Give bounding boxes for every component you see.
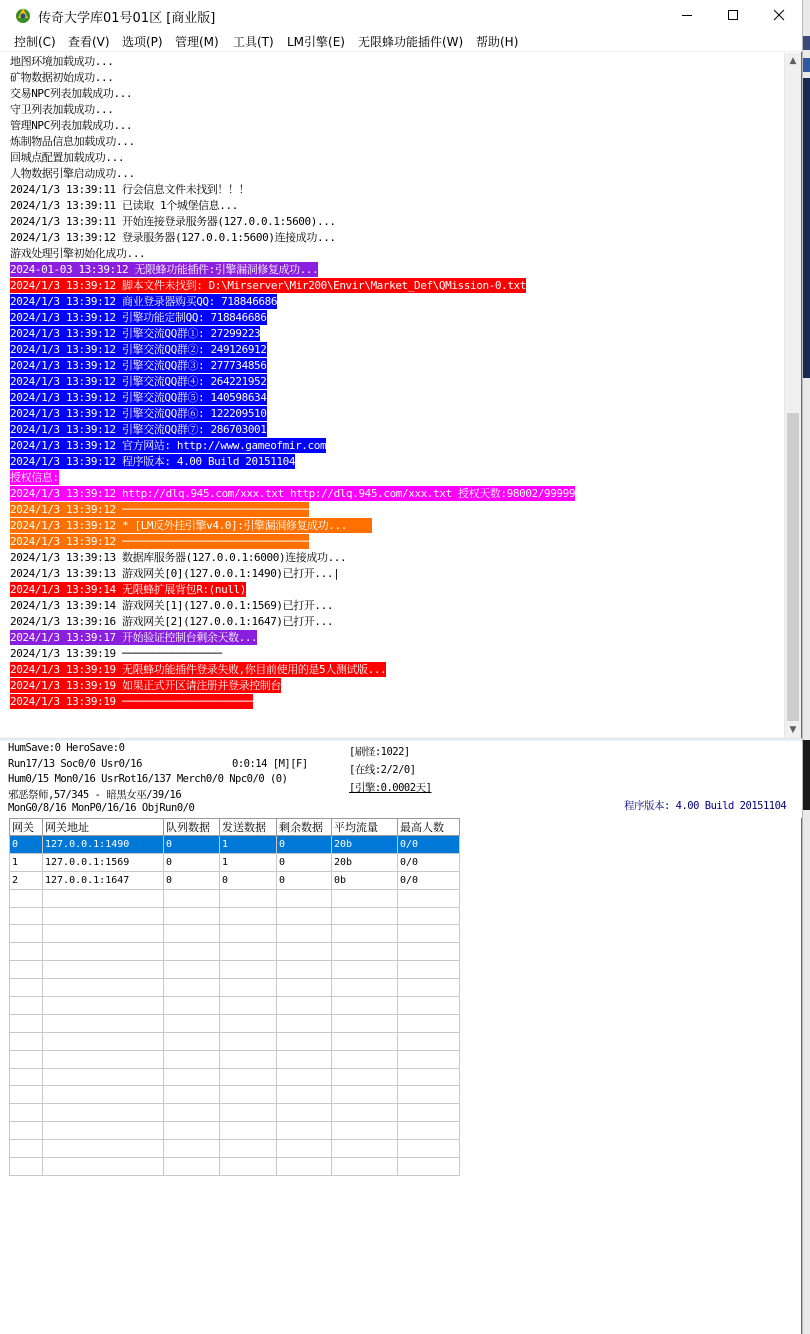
- grid-cell[interactable]: [220, 1068, 277, 1086]
- grid-cell[interactable]: [164, 979, 220, 997]
- grid-cell[interactable]: [332, 1014, 398, 1032]
- grid-cell[interactable]: 1: [10, 853, 43, 871]
- grid-cell[interactable]: 0/0: [398, 853, 460, 871]
- log-line: 授权信息:: [10, 471, 59, 484]
- log-line: 回城点配置加载成功...: [10, 151, 125, 164]
- grid-cell[interactable]: [277, 907, 332, 925]
- log-line: 2024/1/3 13:39:12 引擎交流QQ群①: 27299223: [10, 327, 261, 340]
- grid-row[interactable]: [10, 1140, 460, 1158]
- menu-manage[interactable]: 管理(M): [175, 35, 219, 49]
- menu-control[interactable]: 控制(C): [14, 35, 56, 49]
- grid-cell[interactable]: [398, 1050, 460, 1068]
- grid-row[interactable]: [10, 961, 460, 979]
- grid-cell[interactable]: [164, 961, 220, 979]
- grid-cell[interactable]: [10, 1068, 43, 1086]
- grid-header[interactable]: 网关地址: [43, 819, 164, 836]
- grid-cell[interactable]: 0: [164, 871, 220, 889]
- grid-cell[interactable]: [220, 961, 277, 979]
- grid-row[interactable]: [10, 853, 460, 871]
- log-line: 炼制物品信息加载成功...: [10, 135, 135, 148]
- grid-cell[interactable]: [332, 925, 398, 943]
- grid-header[interactable]: 平均流量: [332, 819, 398, 836]
- menu-wuxianfeng-plugin[interactable]: 无限蜂功能插件(W): [358, 35, 464, 49]
- grid-cell[interactable]: [43, 943, 164, 961]
- grid-cell[interactable]: [164, 1140, 220, 1158]
- log-line: 2024/1/3 13:39:12 官方网站: http://www.gameofmir.com: [10, 439, 327, 452]
- log-line: 交易NPC列表加载成功...: [10, 87, 133, 100]
- status-online: [在线:2/2/0]: [349, 764, 416, 776]
- grid-cell[interactable]: [43, 979, 164, 997]
- status-engine-days[interactable]: [引擎:0.0002天]: [349, 782, 432, 794]
- status-version: 程序版本: 4.00 Build 20151104: [624, 800, 787, 812]
- log-line: 2024/1/3 13:39:12 引擎功能定制QQ: 718846686: [10, 311, 267, 324]
- menu-bar: [0, 30, 802, 52]
- status-run: Run17/13 Soc0/0 Usr0/16: [8, 758, 142, 770]
- grid-row[interactable]: [10, 1122, 460, 1140]
- grid-cell[interactable]: [220, 997, 277, 1015]
- grid-cell[interactable]: [164, 1086, 220, 1104]
- grid-cell[interactable]: [220, 1122, 277, 1140]
- grid-cell[interactable]: [43, 1122, 164, 1140]
- grid-cell[interactable]: [277, 1032, 332, 1050]
- window-title: 传奇大学库01号01区 [商业版]: [38, 11, 216, 26]
- grid-cell[interactable]: [332, 943, 398, 961]
- grid-cell[interactable]: [43, 1032, 164, 1050]
- minimize-button[interactable]: [664, 0, 710, 30]
- grid-row[interactable]: [10, 871, 460, 889]
- desktop-window-fragment: [803, 78, 810, 378]
- grid-cell[interactable]: [220, 1158, 277, 1176]
- grid-cell[interactable]: [10, 1032, 43, 1050]
- grid-cell[interactable]: [164, 889, 220, 907]
- grid-header[interactable]: 最高人数: [398, 819, 460, 836]
- log-line: 2024/1/3 13:39:14 无限蜂扩展背包R:(null): [10, 583, 246, 596]
- grid-cell[interactable]: [43, 1140, 164, 1158]
- grid-row[interactable]: [10, 979, 460, 997]
- grid-cell[interactable]: [277, 1050, 332, 1068]
- log-line: 2024/1/3 13:39:12 登录服务器(127.0.0.1:5600)连接成功...: [10, 231, 336, 244]
- scroll-thumb[interactable]: [787, 413, 799, 721]
- grid-cell[interactable]: [10, 1104, 43, 1122]
- grid-cell[interactable]: [43, 1068, 164, 1086]
- grid-header[interactable]: 队列数据: [164, 819, 220, 836]
- grid-cell[interactable]: [220, 1140, 277, 1158]
- grid-cell[interactable]: [332, 997, 398, 1015]
- grid-cell[interactable]: 0: [10, 836, 43, 854]
- log-line: 2024/1/3 13:39:12 引擎交流QQ群②: 249126912: [10, 343, 267, 356]
- grid-cell[interactable]: [398, 889, 460, 907]
- grid-cell[interactable]: [10, 889, 43, 907]
- grid-cell[interactable]: [332, 1122, 398, 1140]
- log-line: 2024/1/3 13:39:12 脚本文件未找到: D:\Mirserver\Mir200\Envir\Market_Def\QMission-0.txt: [10, 279, 527, 292]
- grid-cell[interactable]: [332, 907, 398, 925]
- grid-cell[interactable]: [164, 1122, 220, 1140]
- grid-cell[interactable]: [220, 1014, 277, 1032]
- grid-cell[interactable]: [220, 889, 277, 907]
- menu-tools[interactable]: 工具(T): [233, 35, 274, 49]
- grid-cell[interactable]: [10, 925, 43, 943]
- grid-cell[interactable]: [277, 943, 332, 961]
- log-line: 游戏处理引擎初始化成功...: [10, 247, 146, 260]
- grid-cell[interactable]: [277, 997, 332, 1015]
- log-line: 2024/1/3 13:39:14 游戏网关[1](127.0.0.1:1569)已打开...: [10, 599, 334, 612]
- grid-cell[interactable]: [277, 1122, 332, 1140]
- grid-cell[interactable]: 20b: [332, 836, 398, 854]
- menu-options[interactable]: 选项(P): [122, 35, 163, 49]
- log-line: 2024/1/3 13:39:19 ─────────────────────: [10, 695, 253, 708]
- grid-cell[interactable]: [43, 889, 164, 907]
- status-mon-groups: MonG0/8/16 MonP0/16/16 ObjRun0/0: [8, 802, 195, 814]
- scroll-up-icon[interactable]: ▲: [789, 56, 797, 66]
- grid-cell[interactable]: [332, 1104, 398, 1122]
- gateway-grid[interactable]: [9, 818, 460, 1176]
- status-timer: 0:0:14 [M][F]: [232, 758, 308, 770]
- log-line: 守卫列表加载成功...: [10, 103, 114, 116]
- grid-cell[interactable]: [277, 1140, 332, 1158]
- log-line: 2024/1/3 13:39:12 引擎交流QQ群⑥: 122209510: [10, 407, 267, 420]
- status-counts: Hum0/15 Mon0/16 UsrRot16/137 Merch0/0 Npc0/0 (0): [8, 773, 288, 785]
- menu-help[interactable]: 帮助(H): [476, 35, 519, 49]
- log-line: 2024/1/3 13:39:12 引擎交流QQ群④: 264221952: [10, 375, 267, 388]
- log-line: 2024/1/3 13:39:16 游戏网关[2](127.0.0.1:1647)已打开...: [10, 615, 334, 628]
- status-refresh: [刷怪:1022]: [349, 746, 410, 758]
- log-line: 管理NPC列表加载成功...: [10, 119, 133, 132]
- grid-row[interactable]: [10, 1086, 460, 1104]
- grid-cell[interactable]: [43, 997, 164, 1015]
- close-icon: [773, 9, 785, 21]
- grid-cell[interactable]: [277, 925, 332, 943]
- log-scrollbar[interactable]: [784, 53, 801, 738]
- log-line: 2024/1/3 13:39:12 引擎交流QQ群③: 277734856: [10, 359, 267, 372]
- log-line: 2024/1/3 13:39:11 已读取 1个城堡信息...: [10, 199, 238, 212]
- grid-cell[interactable]: [10, 1014, 43, 1032]
- grid-cell[interactable]: 0/0: [398, 871, 460, 889]
- grid-cell[interactable]: [10, 1086, 43, 1104]
- grid-cell[interactable]: [10, 1050, 43, 1068]
- grid-cell[interactable]: [277, 1086, 332, 1104]
- grid-cell[interactable]: [220, 1086, 277, 1104]
- grid-row[interactable]: [10, 889, 460, 907]
- grid-cell[interactable]: [43, 1158, 164, 1176]
- log-line: 2024-01-03 13:39:12 无限蜂功能插件:引擎漏洞修复成功...: [10, 263, 319, 276]
- grid-cell[interactable]: [43, 1014, 164, 1032]
- grid-cell[interactable]: [277, 889, 332, 907]
- grid-cell[interactable]: [398, 1158, 460, 1176]
- grid-cell[interactable]: [398, 1068, 460, 1086]
- grid-cell[interactable]: [10, 961, 43, 979]
- grid-cell[interactable]: [332, 1086, 398, 1104]
- grid-cell[interactable]: [10, 943, 43, 961]
- grid-cell[interactable]: [398, 979, 460, 997]
- grid-cell[interactable]: [164, 1032, 220, 1050]
- log-line: 2024/1/3 13:39:19 无限蜂功能插件登录失败,你目前使用的是5人测试版...: [10, 663, 387, 676]
- grid-cell[interactable]: [43, 1086, 164, 1104]
- grid-cell[interactable]: [220, 979, 277, 997]
- title-bar[interactable]: [0, 0, 802, 30]
- grid-cell[interactable]: [398, 1086, 460, 1104]
- grid-cell[interactable]: [10, 1122, 43, 1140]
- grid-cell[interactable]: [332, 961, 398, 979]
- grid-cell[interactable]: [164, 907, 220, 925]
- grid-cell[interactable]: 127.0.0.1:1569: [43, 853, 164, 871]
- grid-cell[interactable]: [332, 1032, 398, 1050]
- grid-cell[interactable]: [332, 1068, 398, 1086]
- grid-cell[interactable]: [277, 1158, 332, 1176]
- grid-cell[interactable]: [398, 1014, 460, 1032]
- grid-cell[interactable]: [164, 1050, 220, 1068]
- grid-cell[interactable]: [220, 1104, 277, 1122]
- grid-cell[interactable]: [164, 1068, 220, 1086]
- maximize-button[interactable]: [710, 0, 756, 30]
- log-line: 矿物数据初始成功...: [10, 71, 114, 84]
- grid-cell[interactable]: [164, 925, 220, 943]
- grid-cell[interactable]: [332, 889, 398, 907]
- app-logo-icon: [14, 6, 32, 24]
- grid-row[interactable]: [10, 997, 460, 1015]
- grid-cell[interactable]: 0: [277, 871, 332, 889]
- grid-cell[interactable]: 0b: [332, 871, 398, 889]
- grid-cell[interactable]: [43, 907, 164, 925]
- grid-cell[interactable]: [220, 925, 277, 943]
- grid-cell[interactable]: 0: [277, 853, 332, 871]
- grid-cell[interactable]: [277, 1068, 332, 1086]
- log-line: 人物数据引擎启动成功...: [10, 167, 135, 180]
- grid-cell[interactable]: 1: [220, 853, 277, 871]
- grid-cell[interactable]: [10, 979, 43, 997]
- log-line: 2024/1/3 13:39:12 ──────────────────────────────: [10, 535, 309, 548]
- grid-cell[interactable]: [277, 979, 332, 997]
- grid-header[interactable]: 发送数据: [220, 819, 277, 836]
- grid-cell[interactable]: 0: [164, 836, 220, 854]
- grid-cell[interactable]: [332, 1158, 398, 1176]
- log-line: 2024/1/3 13:39:12 程序版本: 4.00 Build 20151104: [10, 455, 296, 468]
- grid-cell[interactable]: [220, 1032, 277, 1050]
- grid-header-row: [10, 819, 460, 836]
- grid-cell[interactable]: [277, 961, 332, 979]
- maximize-icon: [727, 9, 739, 21]
- grid-row[interactable]: [10, 1068, 460, 1086]
- log-line: 2024/1/3 13:39:13 数据库服务器(127.0.0.1:6000)连接成功...: [10, 551, 347, 564]
- grid-cell[interactable]: 127.0.0.1:1647: [43, 871, 164, 889]
- log-line: 2024/1/3 13:39:12 引擎交流QQ群⑤: 140598634: [10, 391, 267, 404]
- grid-cell[interactable]: [277, 1104, 332, 1122]
- desktop-window-fragment: [803, 740, 810, 810]
- grid-cell[interactable]: 1: [220, 836, 277, 854]
- log-line: 2024/1/3 13:39:11 开始连接登录服务器(127.0.0.1:5600)...: [10, 215, 336, 228]
- grid-cell[interactable]: [43, 925, 164, 943]
- grid-cell[interactable]: [398, 1140, 460, 1158]
- grid-cell[interactable]: [398, 907, 460, 925]
- desktop-window-fragment: [803, 36, 810, 50]
- menu-view[interactable]: 查看(V): [68, 35, 110, 49]
- status-monster: 邪恶祭师,57/345 - 暗黑女巫/39/16: [8, 789, 182, 801]
- grid-row[interactable]: [10, 925, 460, 943]
- grid-cell[interactable]: [332, 1050, 398, 1068]
- grid-cell[interactable]: [277, 1014, 332, 1032]
- grid-row[interactable]: [10, 1050, 460, 1068]
- log-line: 2024/1/3 13:39:17 开始验证控制台剩余天数...: [10, 631, 258, 644]
- grid-cell[interactable]: [164, 1014, 220, 1032]
- grid-row[interactable]: [10, 943, 460, 961]
- grid-row[interactable]: [10, 1158, 460, 1176]
- log-line: 2024/1/3 13:39:12 商业登录器购买QQ: 718846686: [10, 295, 278, 308]
- log-line: 2024/1/3 13:39:12 http://dlq.945.com/xxx.txt http://dlq.945.com/xxx.txt 授权天数:98002/99999: [10, 487, 576, 500]
- grid-cell[interactable]: [332, 1140, 398, 1158]
- log-line: 2024/1/3 13:39:13 游戏网关[0](127.0.0.1:1490)已打开...|: [10, 567, 340, 580]
- log-line: 地图环境加载成功...: [10, 55, 114, 68]
- grid-cell[interactable]: [398, 1104, 460, 1122]
- grid-cell[interactable]: 0: [277, 836, 332, 854]
- grid-cell[interactable]: [10, 997, 43, 1015]
- grid-cell[interactable]: [43, 961, 164, 979]
- grid-cell[interactable]: 127.0.0.1:1490: [43, 836, 164, 854]
- log-line: 2024/1/3 13:39:12 * [LM反外挂引擎v4.0]:引擎漏洞修复成功...: [10, 519, 372, 532]
- grid-row[interactable]: [10, 907, 460, 925]
- log-line: 2024/1/3 13:39:19 如果正式开区请注册并登录控制台: [10, 679, 282, 692]
- grid-cell[interactable]: [10, 907, 43, 925]
- log-line: 2024/1/3 13:39:12 ──────────────────────────────: [10, 503, 309, 516]
- status-panel: [0, 741, 802, 818]
- desktop-background: [802, 0, 810, 1334]
- grid-cell[interactable]: [10, 1158, 43, 1176]
- log-output[interactable]: [9, 53, 784, 738]
- status-save: HumSave:0 HeroSave:0: [8, 742, 125, 754]
- grid-cell[interactable]: [220, 943, 277, 961]
- grid-cell[interactable]: 2: [10, 871, 43, 889]
- grid-cell[interactable]: [332, 979, 398, 997]
- grid-cell[interactable]: [398, 943, 460, 961]
- grid-cell[interactable]: [220, 907, 277, 925]
- grid-row[interactable]: [10, 1104, 460, 1122]
- log-line: 2024/1/3 13:39:19 ────────────────: [10, 647, 222, 660]
- grid-cell[interactable]: [398, 961, 460, 979]
- grid-cell[interactable]: 0/0: [398, 836, 460, 854]
- grid-header[interactable]: 剩余数据: [277, 819, 332, 836]
- grid-cell[interactable]: [398, 1032, 460, 1050]
- grid-cell[interactable]: [10, 1140, 43, 1158]
- grid-header[interactable]: 网关: [10, 819, 43, 836]
- grid-cell[interactable]: [43, 1104, 164, 1122]
- log-line: 2024/1/3 13:39:12 引擎交流QQ群⑦: 286703001: [10, 423, 267, 436]
- scroll-down-icon[interactable]: ▼: [789, 725, 797, 735]
- grid-cell[interactable]: [164, 943, 220, 961]
- log-line: 2024/1/3 13:39:11 行会信息文件未找到！！！: [10, 183, 250, 196]
- grid-cell[interactable]: [398, 997, 460, 1015]
- grid-cell[interactable]: [398, 925, 460, 943]
- grid-row[interactable]: [10, 836, 460, 854]
- minimize-icon: [681, 9, 693, 21]
- grid-row[interactable]: [10, 1014, 460, 1032]
- grid-row[interactable]: [10, 1032, 460, 1050]
- grid-cell[interactable]: [43, 1050, 164, 1068]
- grid-cell[interactable]: [220, 1050, 277, 1068]
- grid-cell[interactable]: [164, 1104, 220, 1122]
- menu-lm-engine[interactable]: LM引擎(E): [287, 35, 345, 49]
- grid-cell[interactable]: [164, 1158, 220, 1176]
- grid-cell[interactable]: 20b: [332, 853, 398, 871]
- grid-cell[interactable]: 0: [220, 871, 277, 889]
- close-button[interactable]: [756, 0, 802, 30]
- desktop-window-fragment: [803, 58, 810, 72]
- grid-cell[interactable]: [164, 997, 220, 1015]
- grid-cell[interactable]: 0: [164, 853, 220, 871]
- grid-cell[interactable]: [398, 1122, 460, 1140]
